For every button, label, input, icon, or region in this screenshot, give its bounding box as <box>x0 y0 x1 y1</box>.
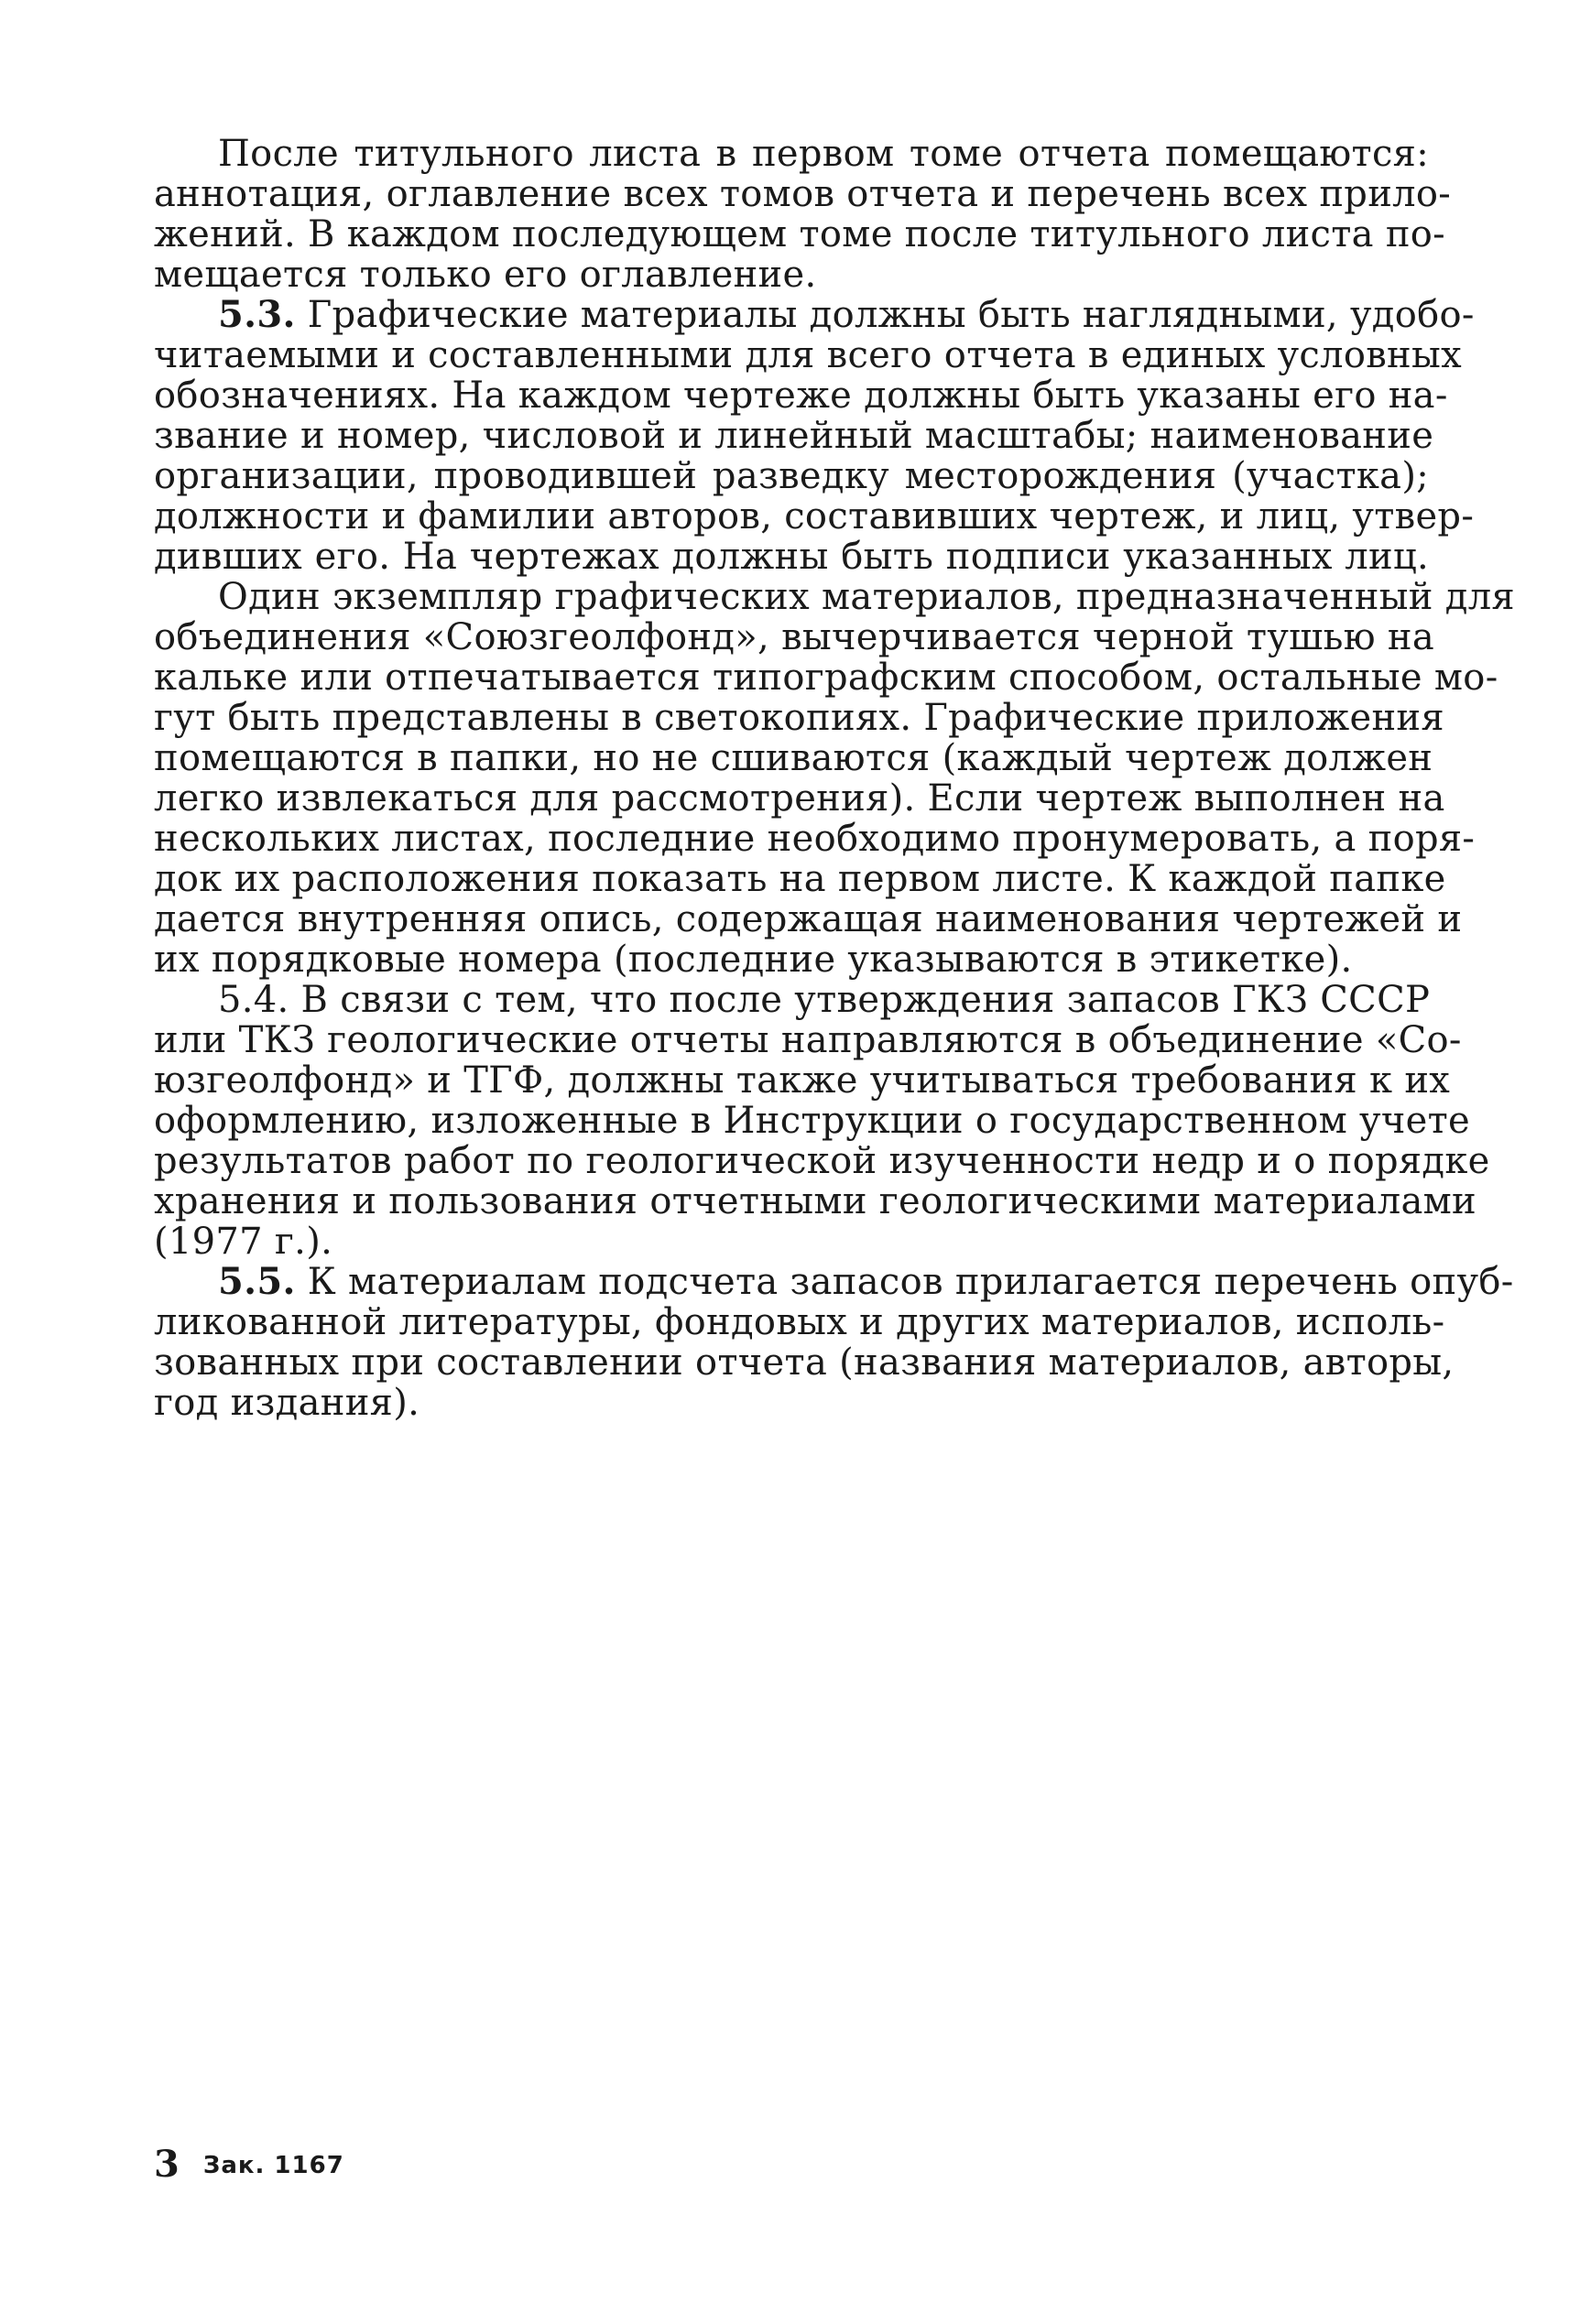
text-line: звание и номер, числовой и линейный масштабы; наименование <box>154 415 1434 457</box>
text-line: зованных при составлении отчета (названия материалов, авторы, <box>154 1341 1455 1384</box>
text-line: нескольких листах, последние необходимо пронумеровать, а поря- <box>154 818 1476 860</box>
text-span: В связи с тем, что после утверждения запасов ГКЗ СССР <box>289 979 1431 1021</box>
text-line: читаемыми и составленными для всего отчета в единых условных <box>154 334 1462 376</box>
text-line: жений. В каждом последующем томе после титульного листа по- <box>154 213 1445 255</box>
text-line: или ТКЗ геологические отчеты направляются в объединение «Со- <box>154 1019 1462 1061</box>
paragraph <box>154 133 1452 296</box>
text-line: легко извлекаться для рассмотрения). Если чертеж выполнен на <box>154 777 1445 820</box>
text-line <box>154 293 1475 336</box>
text-line: помещаются в папки, но не сшиваются (каждый чертеж должен <box>154 737 1433 779</box>
text-line: ликованной литературы, фондовых и других материалов, исполь- <box>154 1301 1445 1343</box>
text-line: организации, проводившей разведку месторождения (участка); <box>154 455 1429 497</box>
order-label: Зак. 1167 <box>202 2152 344 2179</box>
text-line: кальке или отпечатывается типографским способом, остальные мо- <box>154 657 1498 699</box>
paragraph <box>154 576 1515 981</box>
text-line: объединения «Союзгеолфонд», вычерчивается черной тушью на <box>154 616 1434 658</box>
text-line <box>154 1260 1514 1303</box>
section-number: 5.4. <box>218 979 289 1021</box>
text-line: док их расположения показать на первом листе. К каждой папке <box>154 858 1446 900</box>
paragraph-5-4 <box>154 979 1490 1263</box>
text-line: аннотация, оглавление всех томов отчета и перечень всех прило- <box>154 173 1452 215</box>
text-line: должности и фамилии авторов, составивших чертеж, и лиц, утвер- <box>154 495 1475 538</box>
text-span: К материалам подсчета запасов прилагается перечень опуб- <box>295 1261 1514 1303</box>
section-number: 5.3. <box>218 293 296 336</box>
text-line: юзгеолфонд» и ТГФ, должны также учитываться требования к их <box>154 1059 1451 1102</box>
text-line: (1977 г.). <box>154 1221 333 1263</box>
text-line: мещается только его оглавление. <box>154 254 817 296</box>
text-line: результатов работ по геологической изученности недр и о порядке <box>154 1140 1490 1182</box>
paragraph-5-3 <box>154 293 1475 578</box>
text-line: После титульного листа в первом томе отчета помещаются: <box>218 133 1429 175</box>
text-line: дивших его. На чертежах должны быть подписи указанных лиц. <box>154 536 1429 578</box>
page-footer <box>154 2143 344 2186</box>
text-line: обозначениях. На каждом чертеже должны быть указаны его на- <box>154 375 1448 417</box>
text-line: дается внутренняя опись, содержащая наименования чертежей и <box>154 898 1463 940</box>
paragraph-5-5 <box>154 1260 1514 1424</box>
body-text <box>154 133 1515 1424</box>
text-line <box>154 980 1429 1020</box>
text-line: гут быть представлены в светокопиях. Графические приложения <box>154 697 1444 739</box>
section-number: 5.5. <box>218 1260 296 1303</box>
text-line: оформлению, изложенные в Инструкции о государственном учете <box>154 1100 1470 1142</box>
signature-number: 3 <box>154 2143 180 2186</box>
text-line: год издания). <box>154 1382 420 1424</box>
text-line: Один экземпляр графических материалов, предназначенный для <box>218 576 1515 618</box>
text-line: хранения и пользования отчетными геологическими материалами <box>154 1180 1476 1222</box>
text-line: их порядковые номера (последние указываются в этикетке). <box>154 939 1353 981</box>
text-span: Графические материалы должны быть наглядными, удобо- <box>295 294 1475 336</box>
